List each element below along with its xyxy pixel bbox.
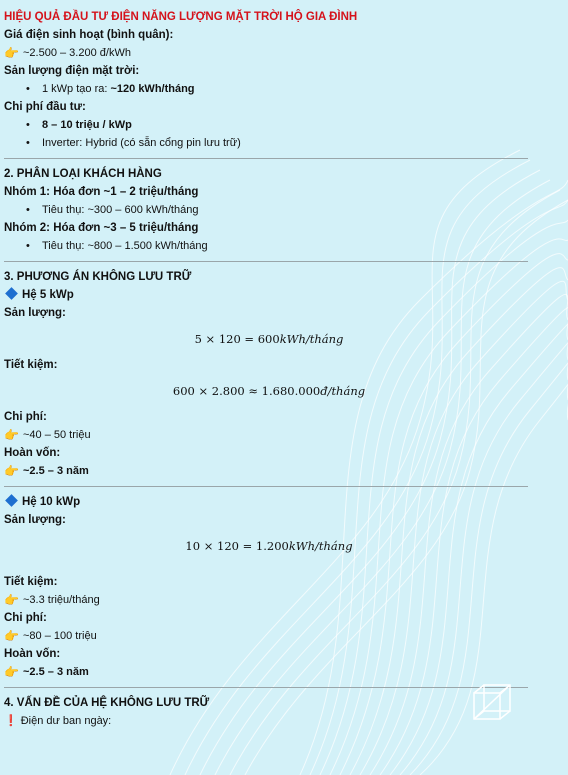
red-exclamation-icon: ❗ <box>4 715 18 727</box>
group-1-label: Nhóm 1: Hóa đơn ~1 – 2 triệu/tháng <box>4 186 199 198</box>
system-10kwp-title-text: Hệ 10 kWp <box>22 496 81 508</box>
group-2-usage-text: Tiêu thụ: ~800 – 1.500 kWh/tháng <box>42 240 208 252</box>
sys10-output-formula-unit: kWh/tháng <box>288 539 353 553</box>
pointing-hand-icon: 👉 <box>4 593 19 607</box>
divider <box>4 486 528 487</box>
system-5kwp-title <box>4 286 564 304</box>
section-2-heading: 2. PHÂN LOẠI KHÁCH HÀNG <box>4 168 162 180</box>
cost-value: 8 – 10 triệu / kWp <box>42 119 132 131</box>
sys5-output-formula <box>4 322 534 356</box>
output-label: Sản lượng điện mặt trời: <box>4 65 140 77</box>
sys5-output-label: Sản lượng: <box>4 307 66 319</box>
sys5-cost-label: Chi phí: <box>4 411 47 423</box>
sys10-output-formula <box>4 529 534 563</box>
output-bullet <box>4 80 564 98</box>
divider <box>4 687 528 688</box>
sys5-cost-value: ~40 – 50 triệu <box>23 429 91 441</box>
sys10-payback-label: Hoàn vốn: <box>4 648 61 660</box>
inverter-text: Inverter: Hybrid (có sẵn cổng pin lưu trữ) <box>42 137 241 149</box>
pointing-hand-icon: 👉 <box>4 428 19 442</box>
section-4-item-1-text: Điện dư ban ngày: <box>20 715 112 727</box>
cost-label: Chi phí đầu tư: <box>4 101 86 113</box>
system-10kwp-title <box>4 493 564 511</box>
sys5-saving-formula-unit: đ/tháng <box>320 384 366 398</box>
pointing-hand-icon: 👉 <box>4 46 19 60</box>
group-2-label: Nhóm 2: Hóa đơn ~3 – 5 triệu/tháng <box>4 222 199 234</box>
divider <box>4 158 528 159</box>
sys10-saving-line <box>4 591 564 609</box>
price-line <box>4 44 564 62</box>
sys5-saving-label: Tiết kiệm: <box>4 359 58 371</box>
output-prefix: 1 kWp tạo ra: <box>42 83 111 95</box>
pointing-hand-icon: 👉 <box>4 464 19 478</box>
price-label: Giá điện sinh hoạt (bình quân): <box>4 29 174 41</box>
blue-diamond-icon <box>5 287 18 300</box>
sys10-cost-line <box>4 627 564 645</box>
sys10-cost-value: ~80 – 100 triệu <box>23 630 97 642</box>
group-1-usage-text: Tiêu thụ: ~300 – 600 kWh/tháng <box>42 204 199 216</box>
cube-outline-icon <box>472 683 512 721</box>
inverter-bullet <box>4 134 564 152</box>
cost-bullet <box>4 116 564 134</box>
sys5-payback-value: ~2.5 – 3 năm <box>23 465 89 477</box>
section-4-heading: 4. VẤN ĐỀ CỦA HỆ KHÔNG LƯU TRỮ <box>4 697 210 709</box>
sys10-output-label: Sản lượng: <box>4 514 66 526</box>
divider <box>4 261 528 262</box>
sys5-saving-formula <box>4 374 534 408</box>
blue-diamond-icon <box>5 494 18 507</box>
document-title: HIỆU QUẢ ĐẦU TƯ ĐIỆN NĂNG LƯỢNG MẶT TRỜI HỘ GIA ĐÌNH <box>4 11 358 23</box>
price-value: ~2.500 – 3.200 đ/kWh <box>23 47 131 59</box>
sys5-output-formula-num: 5 × 120 = 600 <box>194 332 280 346</box>
sys5-payback-label: Hoàn vốn: <box>4 447 61 459</box>
sys10-saving-label: Tiết kiệm: <box>4 576 58 588</box>
sys10-output-formula-num: 10 × 120 = 1.200 <box>185 539 289 553</box>
sys10-saving-value: ~3.3 triệu/tháng <box>23 594 100 606</box>
sys5-cost-line <box>4 426 564 444</box>
pointing-hand-icon: 👉 <box>4 629 19 643</box>
sys5-payback-line <box>4 462 564 480</box>
group-2-usage <box>4 237 564 255</box>
section-3-heading: 3. PHƯƠNG ÁN KHÔNG LƯU TRỮ <box>4 271 192 283</box>
sys5-saving-formula-num: 600 × 2.800 ≈ 1.680.000 <box>172 384 321 398</box>
sys10-cost-label: Chi phí: <box>4 612 47 624</box>
system-5kwp-title-text: Hệ 5 kWp <box>22 289 74 301</box>
sys5-output-formula-unit: kWh/tháng <box>279 332 344 346</box>
group-1-usage <box>4 201 564 219</box>
pointing-hand-icon: 👉 <box>4 665 19 679</box>
sys10-payback-line <box>4 663 564 681</box>
sys10-payback-value: ~2.5 – 3 năm <box>23 666 89 678</box>
output-value: ~120 kWh/tháng <box>110 83 195 95</box>
